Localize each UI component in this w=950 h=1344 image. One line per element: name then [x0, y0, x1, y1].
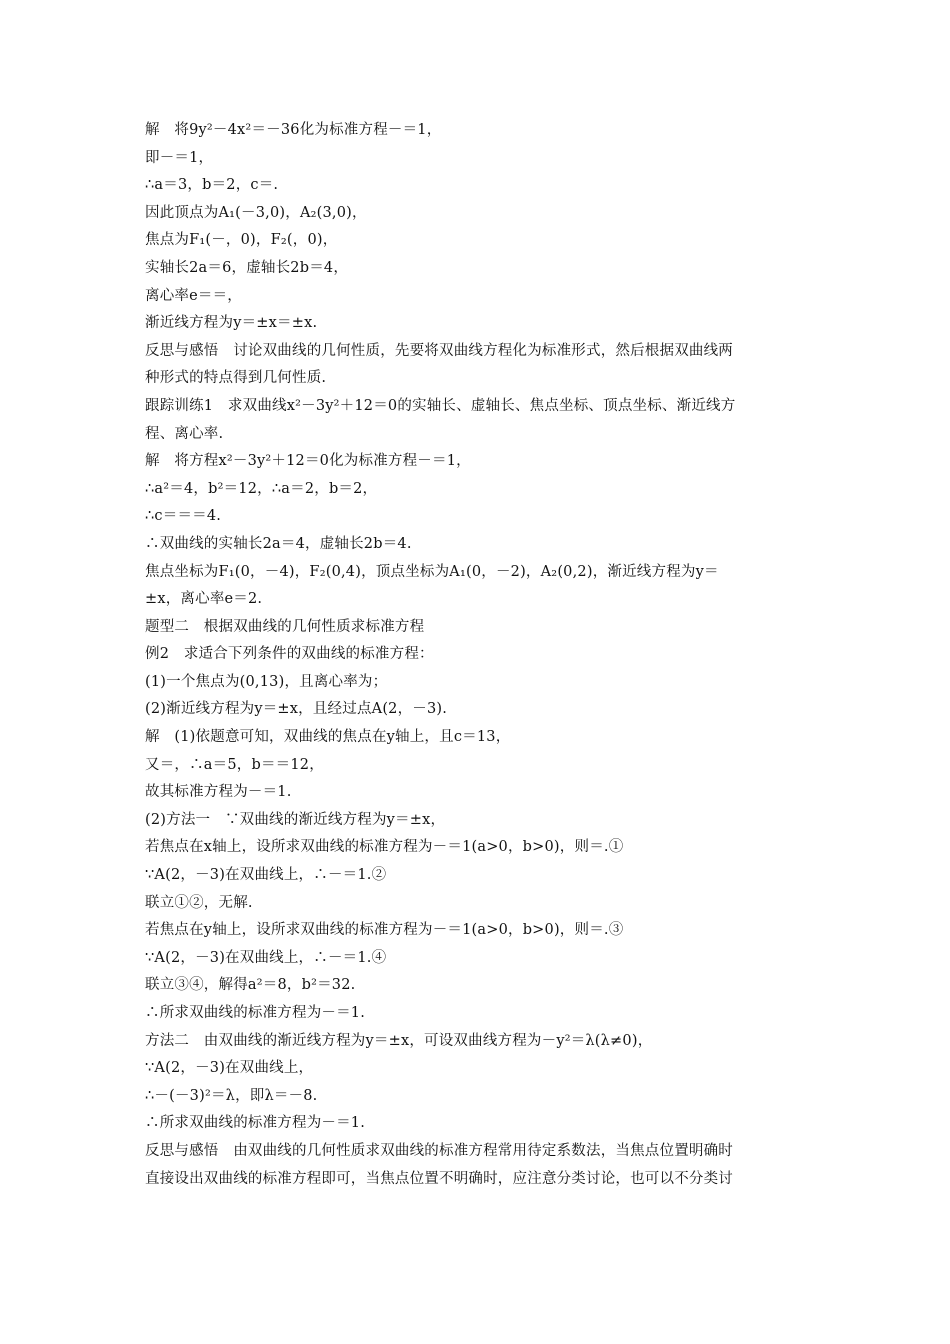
text-line: ∴双曲线的实轴长2a＝4，虚轴长2b＝4. — [145, 535, 412, 552]
text-line: ∵A(2，－3)在双曲线上，∴－＝1.② — [145, 867, 387, 884]
text-line: (1)一个焦点为(0,13)，且离心率为； — [145, 673, 388, 690]
text-line: 种形式的特点得到几何性质. — [145, 370, 327, 387]
text-line: 程、离心率. — [145, 425, 224, 442]
text-line: ∵A(2，－3)在双曲线上，∴－＝1.④ — [145, 949, 387, 966]
text-line: 联立③④，解得a²＝8，b²＝32. — [145, 977, 356, 994]
document-body — [145, 117, 810, 1193]
text-line: 题型二 根据双曲线的几何性质求标准方程 — [145, 618, 425, 635]
text-line: ∵A(2，－3)在双曲线上， — [145, 1060, 314, 1077]
text-line: 若焦点在y轴上，设所求双曲线的标准方程为－＝1(a>0，b>0)，则＝.③ — [145, 922, 624, 939]
text-line: ∴c＝＝＝4. — [145, 508, 222, 525]
text-line: 解 将方程x²－3y²＋12＝0化为标准方程－＝1， — [145, 453, 471, 470]
text-line: ∴所求双曲线的标准方程为－＝1. — [145, 1005, 366, 1021]
text-line: ∴a＝3，b＝2，c＝. — [145, 177, 279, 194]
text-line: 跟踪训练1 求双曲线x²－3y²＋12＝0的实轴长、虚轴长、焦点坐标、顶点坐标、渐近线方 — [145, 397, 736, 414]
text-line: 联立①②，无解. — [145, 894, 253, 911]
text-line: (2)方法一 ∵双曲线的渐近线方程为y＝±x， — [145, 811, 446, 828]
text-line: 方法二 由双曲线的渐近线方程为y＝±x，可设双曲线方程为－y²＝λ(λ≠0)， — [145, 1032, 653, 1049]
text-line: 因此顶点为A₁(－3,0)，A₂(3,0)， — [145, 204, 367, 221]
text-line: 解 (1)依题意可知，双曲线的焦点在y轴上，且c＝13， — [145, 729, 511, 746]
text-line: 焦点坐标为F₁(0，－4)，F₂(0,4)，顶点坐标为A₁(0，－2)，A₂(0,2)，渐近线方程为y＝ — [145, 563, 719, 580]
text-line: 实轴长2a＝6，虚轴长2b＝4， — [145, 259, 349, 276]
text-line: 反思与感悟 讨论双曲线的几何性质，先要将双曲线方程化为标准形式，然后根据双曲线两 — [145, 342, 733, 359]
text-line: (2)渐近线方程为y＝±x，且经过点A(2，－3). — [145, 701, 448, 718]
text-line: ∴a²＝4，b²＝12，∴a＝2，b＝2， — [145, 480, 378, 497]
text-line: 若焦点在x轴上，设所求双曲线的标准方程为－＝1(a>0，b>0)，则＝.① — [145, 839, 624, 856]
text-line: 直接设出双曲线的标准方程即可，当焦点位置不明确时，应注意分类讨论，也可以不分类讨 — [145, 1170, 733, 1187]
text-line: 焦点为F₁(－，0)，F₂(，0)， — [145, 232, 338, 249]
text-line: 反思与感悟 由双曲线的几何性质求双曲线的标准方程常用待定系数法，当焦点位置明确时 — [145, 1142, 733, 1159]
text-line: 离心率e＝＝， — [145, 287, 242, 304]
text-line: ∴－(－3)²＝λ，即λ＝－8. — [145, 1087, 318, 1104]
text-line: 例2 求适合下列条件的双曲线的标准方程： — [145, 646, 434, 663]
text-line: 即－＝1， — [145, 149, 214, 166]
text-line: ∴所求双曲线的标准方程为－＝1. — [145, 1115, 366, 1132]
text-line: 渐近线方程为y＝±x＝±x. — [145, 315, 318, 332]
text-line: ±x，离心率e＝2. — [145, 591, 263, 608]
text-line: 解 将9y²－4x²＝－36化为标准方程－＝1， — [145, 122, 442, 138]
text-line: 又＝，∴a＝5，b＝＝12， — [145, 756, 324, 773]
text-line: 故其标准方程为－＝1. — [145, 784, 292, 801]
